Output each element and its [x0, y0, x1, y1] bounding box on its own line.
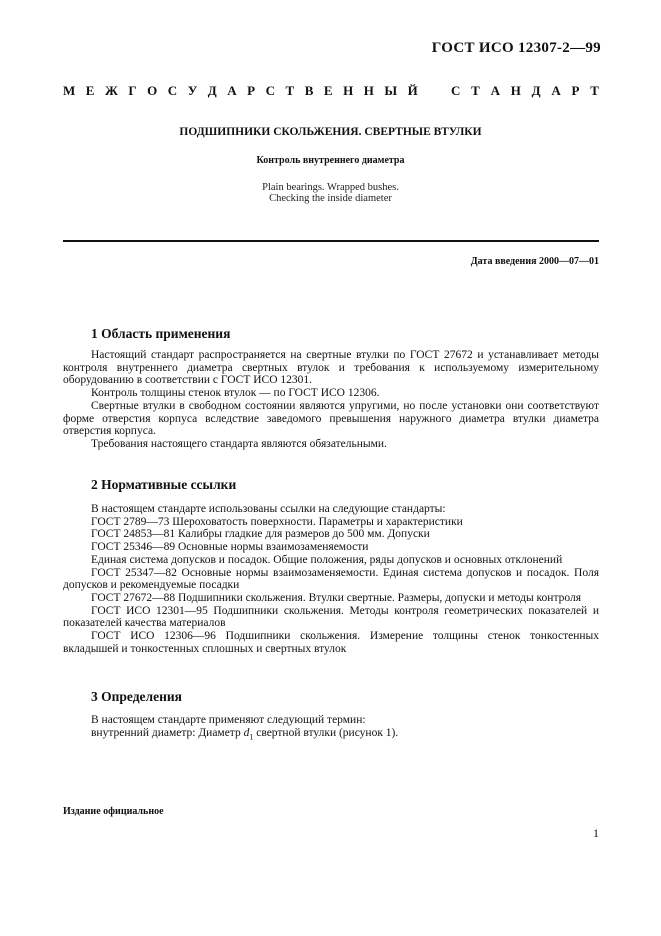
document-subtitle: Контроль внутреннего диаметра — [256, 155, 405, 166]
paragraph: Настоящий стандарт распространяется на свертные втулки по ГОСТ 27672 и устанавливает методы контроля внутреннего диаметра свертных втулок и требования к используемому измерительному оборудованию в соответствии с ГОСТ ИСО 12301. — [63, 349, 599, 387]
section-body-scope — [63, 349, 599, 451]
english-title-line: Plain bearings. Wrapped bushes. — [262, 182, 399, 193]
section-body-definitions — [63, 714, 599, 744]
english-title-line: Checking the inside diameter — [269, 193, 392, 204]
page-number: 1 — [593, 826, 599, 840]
term-text: внутренний диаметр: Диаметр — [91, 726, 244, 739]
gost-number: ГОСТ ИСО 12307-2—99 — [431, 40, 601, 56]
reference-item: Единая система допусков и посадок. Общие положения, ряды допусков и основных отклонений — [91, 553, 563, 566]
section-heading-references: 2 Нормативные ссылки — [91, 477, 237, 492]
paragraph: В настоящем стандарте использованы ссылки на следующие стандарты: — [91, 503, 446, 515]
paragraph: Свертные втулки в свободном состоянии являются упругими, но после установки они соответствуют форме отверстия корпуса вследствие заведомого превышения наружного диаметра втулки диаметра отверстия корпуса. — [63, 399, 599, 438]
section-heading-scope: 1 Область применения — [91, 326, 231, 341]
term-subscript: 1 — [249, 732, 254, 741]
term-text-end: свертной втулки (рисунок 1). — [253, 726, 399, 739]
reference-item: ГОСТ 24853—81 Калибры гладкие для размеров до 500 мм. Допуски — [91, 528, 430, 541]
reference-item: ГОСТ 25346—89 Основные нормы взаимозаменяемости — [91, 541, 369, 554]
reference-item: ГОСТ ИСО 12306—96 Подшипники скольжения. Измерение толщины стенок тонкостенных вкладышей и тонкостенных сплошных и свертных втулок — [63, 630, 599, 655]
english-title — [0, 182, 661, 204]
paragraph: Требования настоящего стандарта являются обязательными. — [91, 437, 387, 450]
term-definition — [63, 727, 599, 744]
header-rule — [63, 240, 599, 242]
interstate-standard-banner — [63, 83, 599, 99]
paragraph: Контроль толщины стенок втулок — по ГОСТ ИСО 12306. — [91, 387, 380, 400]
section-heading-definitions: 3 Определения — [91, 689, 182, 704]
reference-item: ГОСТ 25347—82 Основные нормы взаимозаменяемости. Единая система допусков и посадок. Поля допусков и рекомендуемые посадки — [63, 566, 599, 592]
paragraph: В настоящем стандарте применяют следующий термин: — [91, 714, 366, 726]
term-variable: d — [243, 726, 250, 739]
standard-word: С Т А Н Д А Р Т — [451, 83, 599, 98]
document-title: ПОДШИПНИКИ СКОЛЬЖЕНИЯ. СВЕРТНЫЕ ВТУЛКИ — [179, 126, 482, 138]
introduction-date: Дата введения 2000—07—01 — [470, 256, 599, 267]
reference-item: ГОСТ ИСО 12301—95 Подшипники скольжения. Методы контроля геометрических показателей и показателей качества материалов — [63, 604, 599, 630]
section-body-references — [63, 503, 599, 655]
reference-item: ГОСТ 27672—88 Подшипники скольжения. Втулки свертные. Размеры, допуски и методы контроля — [91, 591, 581, 604]
official-edition-label: Издание официальное — [63, 806, 164, 817]
interstate-word: М Е Ж Г О С У Д А Р С Т В Е Н Н Ы Й — [63, 83, 418, 98]
reference-item: ГОСТ 2789—73 Шероховатость поверхности. Параметры и характеристики — [91, 515, 463, 528]
